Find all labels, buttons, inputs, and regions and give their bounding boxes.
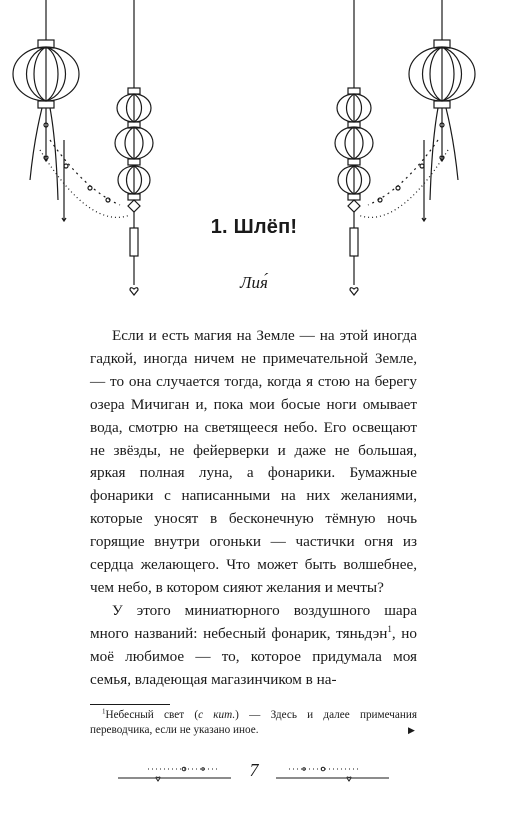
paragraph-text: Если и есть магия на Земле — на этой иногда гадкой, иногда ничем не примечательной Земле, — то она случается тогда, когда я стою на берегу озера Мичиган и, пока мои босые ноги омывает вода, смотрю на светящееся небо. Его освещают не звёзды, не фейерверки и даже не большая, яркая полная луна, а фонарики. Бумажные фонарики с написанными на них желаниями, которые уносят в бесконечную тёмную ночь горящие внутри огоньки — частички огня из сердца желающего. Что может быть волшебнее, чем небо, в котором сияют желания и мечты?	[90, 327, 417, 596]
footnote	[90, 708, 417, 738]
footnote-reference[interactable]: 1	[387, 623, 392, 634]
folio-ornament-left-icon	[118, 758, 233, 788]
body-text	[90, 325, 417, 692]
chapter-narrator: Лия́	[240, 273, 268, 292]
paragraph-text: , но моё любимое — то, которое придумала моя семья, владеющая магазинчиком в на-	[90, 624, 417, 688]
lanterns-left-illustration	[0, 0, 175, 305]
footnote-divider	[90, 704, 170, 705]
footnote-italic: с кит.	[198, 709, 236, 721]
footnote-text: ) — Здесь и далее примечания переводчика, если не указано иное.	[90, 709, 418, 736]
paragraph	[90, 325, 417, 600]
folio-ornament-right-icon	[274, 758, 389, 788]
lanterns-right-illustration	[330, 0, 508, 305]
right-triangle-icon: ▶	[408, 726, 415, 736]
folio	[0, 758, 508, 788]
footnote-mark: 1	[102, 707, 106, 716]
footnote-text: Небесный свет (	[105, 709, 199, 721]
page-number: 7	[249, 760, 259, 780]
paragraph	[90, 600, 417, 692]
chapter-title: 1. Шлёп!	[210, 216, 298, 238]
paragraph-text: У этого миниатюрного воздушного шара много названий: небесный фонарик, тяньдэн	[90, 601, 417, 642]
